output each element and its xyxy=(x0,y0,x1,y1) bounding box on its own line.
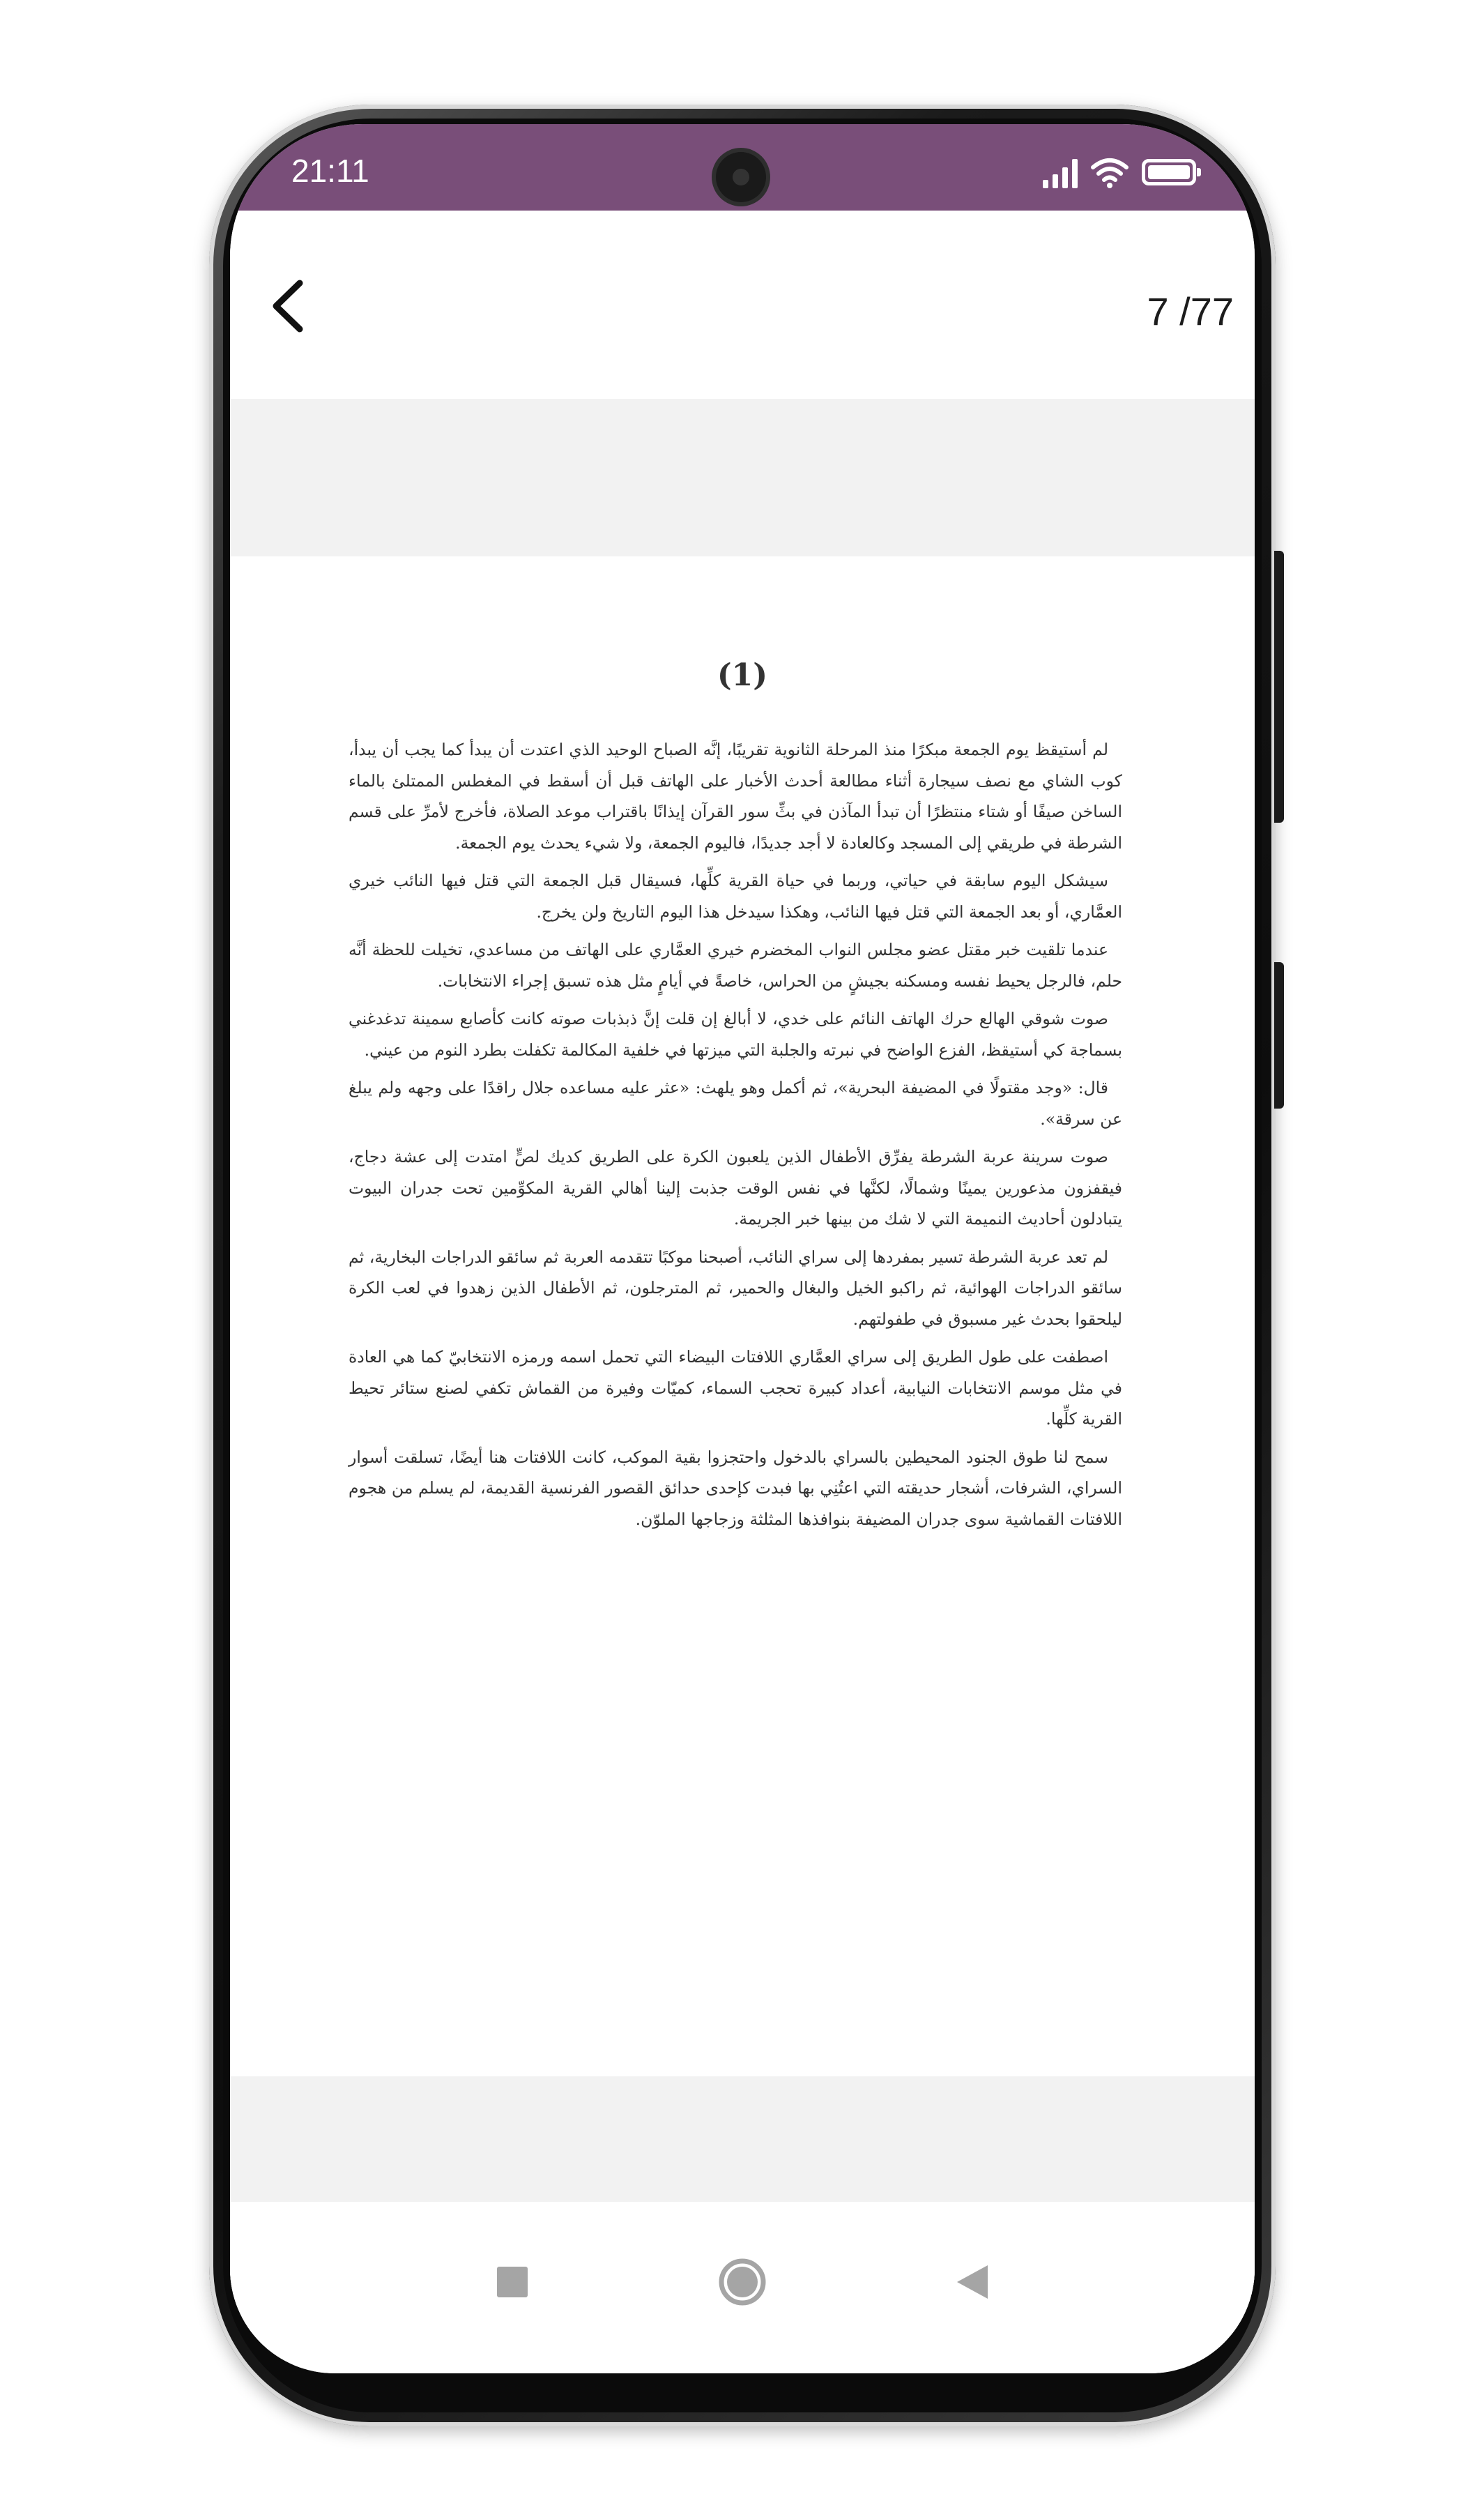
paragraph: سمح لنا طوق الجنود المحيطين بالسراي بالدخول واحتجزوا بقية الموكب، كانت اللافتات هنا أيضًا، تسلقت أسوار السراي، الشرفات، أشجار حديقته التي اعتُنِي بها فبدت كإحدى حدائق القصور الفرنسية القديمة، لم يسلم من هجوم اللافتات القماشية سوى جدران المضيفة بنوافذها المثلثة وزجاجها الملوّن. xyxy=(349,1447,1122,1529)
power-button xyxy=(1274,962,1284,1109)
paragraph: لم تعد عربة الشرطة تسير بمفردها إلى سراي النائب، أصبحنا موكبًا تتقدمه العربة ثم سائقو الدراجات البخارية، ثم سائقو الدراجات الهوائية، ثم راكبو الخيل والبغال والحمير، ثم المترجلون، ثم الأطفال الذين زهدوا في لعب الكرة ليلحقوا بحدث غير مسبوق في طفولتهم. xyxy=(349,1247,1122,1329)
screen xyxy=(230,124,1255,2373)
circle-icon xyxy=(704,2244,781,2320)
paragraph: لم أستيقظ يوم الجمعة مبكرًا منذ المرحلة الثانوية تقريبًا، إنَّه الصباح الوحيد الذي اعتدت أن يبدأ كما يجب أن يبدأ، كوب الشاي مع نصف سيجارة أثناء مطالعة أحدث الأخبار على الهاتف قبل أن أسقط في المغطس الممتلئ بالماء الساخن صيفًا أو شتاء منتظرًا أن تبدأ المآذن في بثِّ سور القرآن إيذانًا باقتراب موعد الصلاة، فأخرج لأمرِّ على قسم الشرطة في طريقي إلى المسجد وكالعادة لا أجد جديدًا، فاليوم الجمعة، ولا شيء يحدث يوم الجمعة. xyxy=(349,740,1122,853)
paragraph: سيشكل اليوم سابقة في حياتي، وربما في حياة القرية كلِّها، فسيقال قبل الجمعة التي قتل فيها النائب خيري العمَّاري، أو بعد الجمعة التي قتل فيها النائب، وهكذا سيدخل هذا اليوم التاريخ ولن يخرج. xyxy=(349,871,1122,922)
chapter-heading: (1) xyxy=(717,657,768,693)
battery-icon xyxy=(1142,159,1196,185)
signal-icon xyxy=(1043,158,1078,188)
paragraph: اصطفت على طول الطريق إلى سراي العمَّاري اللافتات البيضاء التي تحمل اسمه ورمزه الانتخابيّ كما هي العادة في مثل موسم الانتخابات النيابية، أعداد كبيرة تحجب السماء، كميّات وفيرة من القماش تكفي لصنع ستائر تحيط القرية كلِّها. xyxy=(349,1347,1122,1429)
paragraph: صوت شوقي الهالع حرك الهاتف النائم على خدي، لا أبالغ إن قلت إنَّ ذبذبات صوته كانت كأصابع سمينة تدغدغني بسماجة كي أستيقظ، الفزع الواضح في نبرته والجلبة التي ميزتها في خلفية المكالمة تكفلت بطرد النوم من عيني. xyxy=(349,1009,1122,1060)
wifi-icon xyxy=(1090,156,1129,188)
back-button[interactable] xyxy=(257,268,319,344)
front-camera xyxy=(716,152,766,202)
status-time: 21:11 xyxy=(291,153,369,189)
top-band xyxy=(230,399,1255,556)
chevron-left-icon xyxy=(257,268,319,344)
triangle-back-icon xyxy=(934,2244,1011,2320)
page-counter: 7 /77 xyxy=(1147,289,1234,333)
system-navigation-bar xyxy=(230,2202,1255,2373)
home-button[interactable] xyxy=(704,2244,781,2320)
document-page[interactable] xyxy=(230,556,1255,2076)
square-icon xyxy=(474,2244,551,2320)
recents-button[interactable] xyxy=(474,2244,551,2320)
status-icons xyxy=(1043,153,1196,188)
system-back-button[interactable] xyxy=(934,2244,1011,2320)
paragraph: صوت سرينة عربة الشرطة يفرِّق الأطفال الذين يلعبون الكرة على الطريق كديك لصٍّ امتدت إلى عشة دجاج، فيقفزون مذعورين يمينًا وشمالًا، لكنَّها في نفس الوقت جذبت إلينا أهالي القرية المكوِّمين تحت جدران البيوت يتبادلون أحاديث النميمة التي لا شك من بينها خبر الجريمة. xyxy=(349,1147,1122,1229)
paragraph: قال: «وجد مقتولًا في المضيفة البحرية»، ثم أكمل وهو يلهث: «عثر عليه مساعده جلال راقدًا على وجهه ولم يبلغ عن سرقة». xyxy=(349,1078,1122,1129)
volume-button xyxy=(1274,551,1284,823)
app-bar xyxy=(230,211,1255,399)
document-body xyxy=(349,734,1122,1542)
status-bar xyxy=(230,124,1255,211)
paragraph: عندما تلقيت خبر مقتل عضو مجلس النواب المخضرم خيري العمَّاري على الهاتف من مساعدي، تخيلت للحظة أنَّه حلم، فالرجل يحيط نفسه ومسكنه بجيشٍ من الحراس، خاصةً في أيامٍ مثل هذه تسبق إجراء الانتخابات. xyxy=(349,940,1122,991)
